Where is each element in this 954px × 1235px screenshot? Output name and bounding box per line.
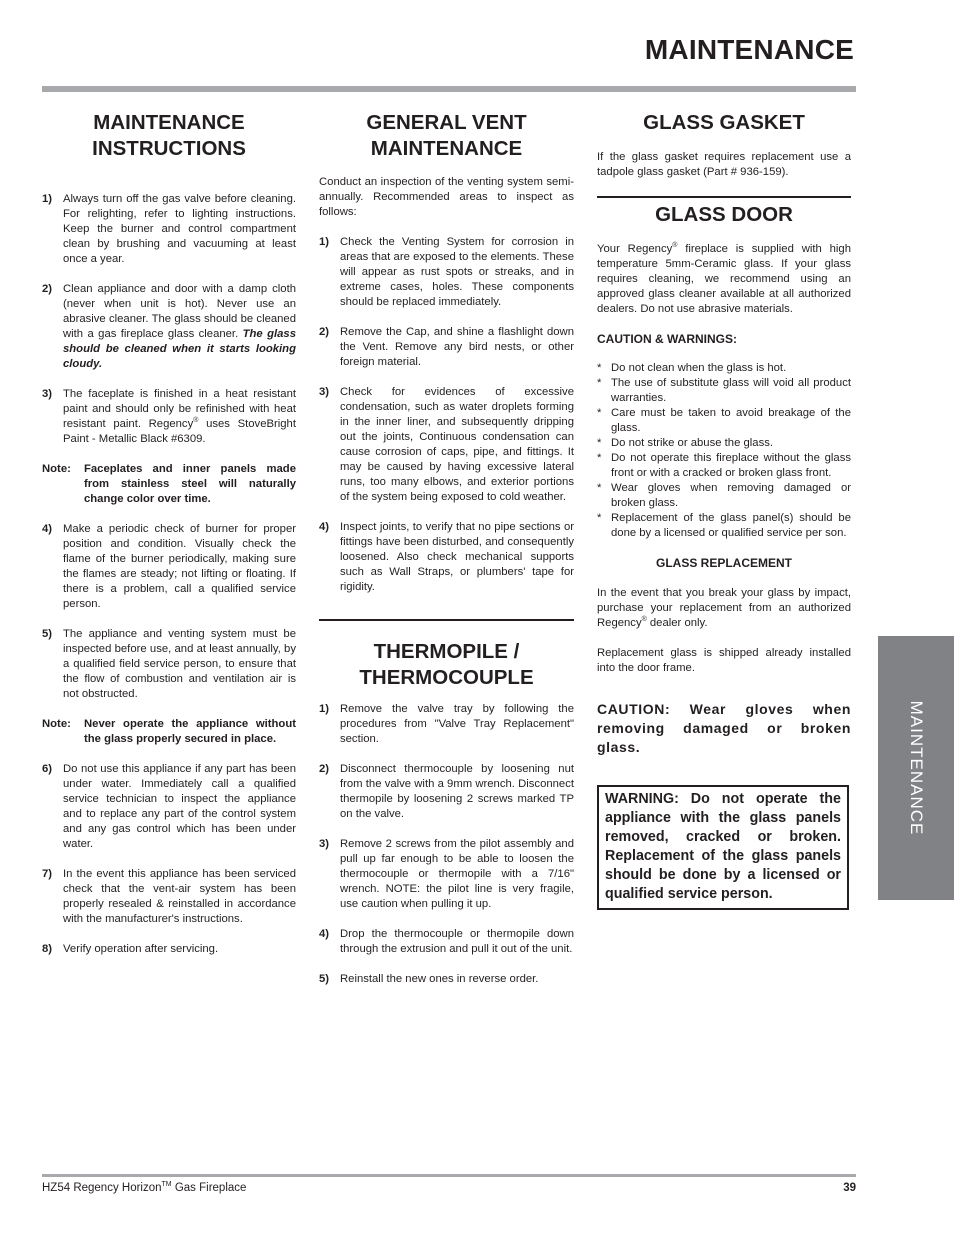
list-item: 8) Verify operation after servicing. xyxy=(42,943,219,955)
list-item: 4) Inspect joints, to verify that no pipe sections or fittings have been disturbed, and consequently loosened. Also check mechanical supports such as Wall Straps, or plumbers' tape for rigidity. xyxy=(319,521,574,593)
list-item: 5) The appliance and venting system must be inspected before use, and at least annually, by a qualified field service person, to ensure that the flow of combustion and ventilation air is not obstructed. xyxy=(42,628,296,700)
list-item: 4) Drop the thermocouple or thermopile down through the extrusion and pull it out of the unit. xyxy=(319,928,574,955)
list-item: 2) Remove the Cap, and shine a flashlight down the Vent. Remove any bird nests, or other foreign material. xyxy=(319,326,574,368)
list-item: 7) In the event this appliance has been serviced check that the vent-air system has been properly resealed & reinstalled in accordance with the manufacturer's instructions. xyxy=(42,868,296,925)
note: Note: Never operate the appliance without the glass properly secured in place. xyxy=(42,718,296,745)
caution-warnings-heading: CAUTION & WARNINGS: xyxy=(597,332,737,346)
list-item: 3) The faceplate is finished in a heat resistant paint and should only be refinished with heat resistant paint. Regency® uses StoveBright Paint - Metallic Black #6309. xyxy=(42,388,296,445)
footer-product-name: HZ54 Regency Horizon™ Gas Fireplace xyxy=(42,1181,247,1194)
glass-door-text: Your Regency® fireplace is supplied with high temperature 5mm-Ceramic glass. If your glass requires cleaning, we recommend using an approved glass cleaner available at all authorized dealers. Do not use abrasive materials. xyxy=(597,242,851,315)
list-item: * Replacement of the glass panel(s) should be done by a licensed or qualified service per son. xyxy=(597,512,851,539)
general-vent-column xyxy=(319,110,574,987)
list-item: * Do not strike or abuse the glass. xyxy=(597,437,774,449)
list-item: 5) Reinstall the new ones in reverse order. xyxy=(319,973,539,985)
general-vent-heading: GENERAL VENT MAINTENANCE xyxy=(366,111,527,160)
vent-intro: Conduct an inspection of the venting system semi-annually. Recommended areas to inspect as follows: xyxy=(319,176,574,218)
list-item: 1) Remove the valve tray by following the procedures from "Valve Tray Replacement" section. xyxy=(319,703,574,745)
page-number: 39 xyxy=(843,1182,856,1194)
list-item: * Do not clean when the glass is hot. xyxy=(597,362,787,374)
emphasis-text: The glass should be cleaned when it starts looking cloudy. xyxy=(63,328,296,370)
glass-gasket-heading: GLASS GASKET xyxy=(643,111,805,134)
list-item: 2) Clean appliance and door with a damp cloth (never when unit is hot). Never use an abrasive cleaner. The glass should be cleaned with a gas fireplace glass cleaner. The glass should be cleaned when it starts looking cloudy. xyxy=(42,283,296,370)
glass-replacement-text: In the event that you break your glass by impact, purchase your replacement from an authorized Regency® dealer only. xyxy=(597,587,851,629)
side-tab-maintenance: MAINTENANCE xyxy=(878,636,954,900)
list-item: 3) Check for evidences of excessive condensation, such as water droplets forming in the inner liner, and subsequently dripping out the joints, Continuous condensation can cause corrosion of caps, pipe, and fittings. It may be caused by having excessive lateral runs, too many elbows, and exterior portions of the system being exposed to cold weather. xyxy=(319,386,574,503)
list-item: 3) Remove 2 screws from the pilot assembly and pull up far enough to be able to loosen the thermocouple or thermopile with a 7/16" wrench. NOTE: the pilot line is very fragile, use caution when pulling it up. xyxy=(319,838,574,910)
top-rule xyxy=(42,86,856,92)
list-item: * Do not operate this fireplace without the glass front or with a cracked or broken glass front. xyxy=(597,452,851,479)
glass-gasket-text: If the glass gasket requires replacement use a tadpole glass gasket (Part # 936-159). xyxy=(597,151,851,178)
caution-gloves-text: CAUTION: Wear gloves when removing damaged or broken glass. xyxy=(597,701,851,755)
glass-column xyxy=(597,110,851,910)
glass-door-heading: GLASS DOOR xyxy=(655,203,793,226)
glass-replacement-shipping-text: Replacement glass is shipped already installed into the door frame. xyxy=(597,647,851,674)
maintenance-instructions-column xyxy=(42,110,296,957)
list-item: * Wear gloves when removing damaged or broken glass. xyxy=(597,482,851,509)
page-title: MAINTENANCE xyxy=(644,34,854,65)
list-item: 6) Do not use this appliance if any part has been under water. Immediately call a qualified service technician to inspect the appliance and to replace any part of the control system and any gas control which has been under water. xyxy=(42,763,296,850)
warning-box: WARNING: Do not operate the appliance with the glass panels removed, cracked or broken. Replacement of the glass panels should be done by a licensed or qualified service person. xyxy=(597,785,849,910)
bottom-rule xyxy=(42,1174,856,1177)
note: Note: Faceplates and inner panels made from stainless steel will naturally change color over time. xyxy=(42,463,296,505)
list-item: 1) Check the Venting System for corrosion in areas that are exposed to the elements. These will appear as rust spots or streaks, and in extreme cases, holes. These components should be replaced immediately. xyxy=(319,236,574,308)
glass-replacement-heading: GLASS REPLACEMENT xyxy=(655,556,792,570)
list-item: 2) Disconnect thermocouple by loosening nut from the valve with a 9mm wrench. Disconnect thermopile by loosening 2 screws marked TP on the valve. xyxy=(319,763,574,820)
thermopile-heading: THERMOPILE / THERMOCOUPLE xyxy=(359,640,534,689)
maintenance-instructions-heading: MAINTENANCE INSTRUCTIONS xyxy=(92,111,246,160)
list-item: * Care must be taken to avoid breakage of the glass. xyxy=(597,407,851,434)
list-item: 4) Make a periodic check of burner for proper position and condition. Visually check the flame of the burner periodically, making sure the flames are steady; not lifting or floating. If there is a problem, call a qualified service person. xyxy=(42,523,296,610)
list-item: * The use of substitute glass will void all product warranties. xyxy=(597,377,851,404)
list-item: 1) Always turn off the gas valve before cleaning. For relighting, refer to lighting instructions. Keep the burner and control compartment clean by brushing and vacuuming at least once a year. xyxy=(42,193,296,265)
